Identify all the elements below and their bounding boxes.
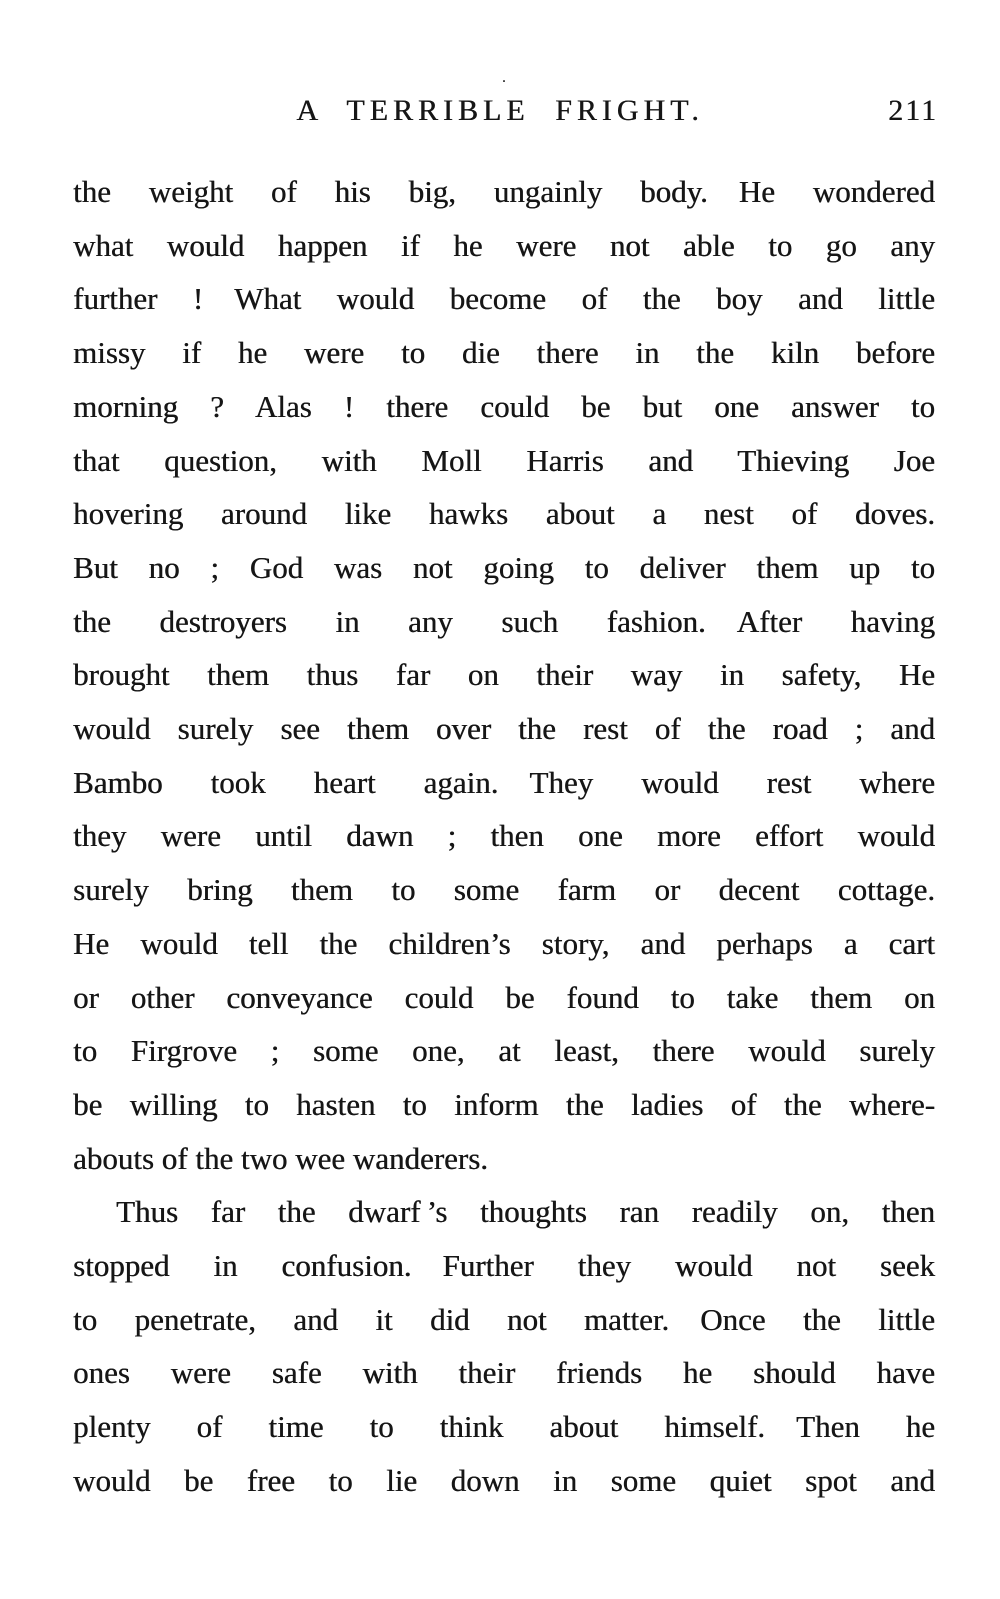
chapter-title: A TERRIBLE FRIGHT. [296,94,704,127]
text-line: to Firgrove ; some one, at least, there would surely [73,1033,935,1069]
text-line: be willing to hasten to inform the ladies of the where- [73,1086,935,1122]
text-line: ones were safe with their friends he should have [73,1355,935,1391]
text-line: to penetrate, and it did not matter. Once the little [73,1301,935,1337]
text-line: hovering around like hawks about a nest of doves. [73,496,935,532]
text-line-paragraph-end: abouts of the two wee wanderers. [73,1140,488,1176]
running-header [0,93,1000,131]
stray-ink-mark: . [502,69,506,86]
text-line: the weight of his big, ungainly body. He wondered [73,174,935,209]
text-line: surely bring them to some farm or decent cottage. [73,872,935,908]
text-line: or other conveyance could be found to take them on [73,979,935,1015]
text-line: would be free to lie down in some quiet spot and [73,1462,935,1498]
text-line: would surely see them over the rest of the road ; and [73,711,935,747]
text-line: that question, with Moll Harris and Thieving Joe [73,442,935,478]
text-line: the destroyers in any such fashion. After having [73,603,935,639]
body-text [73,165,935,1508]
text-line: But no ; God was not going to deliver them up to [73,549,935,585]
text-line: plenty of time to think about himself. Then he [73,1409,935,1445]
text-line: stopped in confusion. Further they would not seek [73,1248,935,1284]
text-line-paragraph-start: Thus far the dwarf ’s thoughts ran readily on, then [116,1194,935,1230]
text-line: brought them thus far on their way in safety, He [73,657,935,693]
text-line: morning ? Alas ! there could be but one answer to [73,388,935,424]
page-number: 211 [888,94,938,127]
text-line: He would tell the children’s story, and perhaps a cart [73,925,935,961]
text-line: further ! What would become of the boy and little [73,281,935,317]
text-line: they were until dawn ; then one more effort would [73,818,935,854]
text-line: what would happen if he were not able to go any [73,227,935,263]
text-line: Bambo took heart again. They would rest where [73,764,935,800]
text-line: missy if he were to die there in the kiln before [73,335,935,371]
